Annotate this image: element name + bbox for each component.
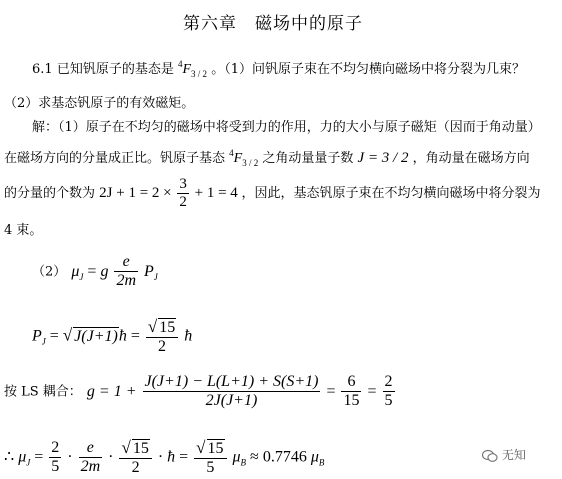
watermark: [482, 446, 526, 463]
j-value: J = 3 / 2: [357, 150, 409, 166]
solution-line-3: 的分量的个数为 2J + 1 = 2 × $\frac{3}{2}$ + 1 = 4 ，因此，基态钒原子束在不均匀横向磁场中将分裂为: [4, 176, 541, 211]
angular-momentum-formula: $P_J$ = √ J(J+1)ħ = $\frac{√ 15}{2}$ ħ: [32, 317, 193, 356]
term-symbol: $^4F_{3 / 2}$: [177, 59, 208, 79]
problem-number: 6.1: [32, 62, 53, 77]
multiplicity-equation: 2J + 1 = 2 × $\frac{3}{2}$ + 1 = 4: [99, 176, 238, 211]
watermark-text: 无知: [501, 448, 526, 462]
chat-bubble-icon: [482, 449, 498, 463]
question-1-prefix: 已知钒原子的基态是: [56, 62, 174, 77]
solution-line-1: 解：（1）原子在不均匀的磁场中将受到力的作用，力的大小与原子磁矩（因而于角动量）: [32, 120, 541, 135]
question-1-suffix: 。（1）问钒原子束在不均匀横向磁场中将分裂为几束？: [211, 62, 525, 77]
solution-line-2: 在磁场方向的分量成正比。钒原子基态 $^4F_{3 / 2}$ 之角动量量子数 J = 3 / 2 ，角动量在磁场方向: [4, 148, 530, 168]
term-symbol-inline: $^4F_{3 / 2}$: [229, 148, 259, 168]
problem-statement: [32, 58, 525, 79]
moment-formula: （2） $\mu_J = g$ $\frac{e}{2m}$ $P_J$: [32, 253, 158, 290]
solution-line-4: 4 束。: [4, 223, 43, 238]
lande-g-formula: 按 LS 耦合： g = 1 + $\frac{J(J+1) - L(L+1) + S(S+1)}{2J(J+1)}$ = $\frac{6}{15}$ = $\frac{2}{5}$: [4, 373, 393, 410]
result-formula: ∴ $\mu_J$ = $\frac{2}{5}$ · $\frac{e}{2m}$ · $\frac{√ 15}{2}$ · ħ = $\frac{√ 15}{5}$ $\mu_B \approx 0.7746$ $\mu_B$: [4, 438, 325, 477]
chapter-title: 第六章 磁场中的原子: [183, 14, 363, 34]
question-2: （2）求基态钒原子的有效磁矩。: [4, 96, 195, 111]
